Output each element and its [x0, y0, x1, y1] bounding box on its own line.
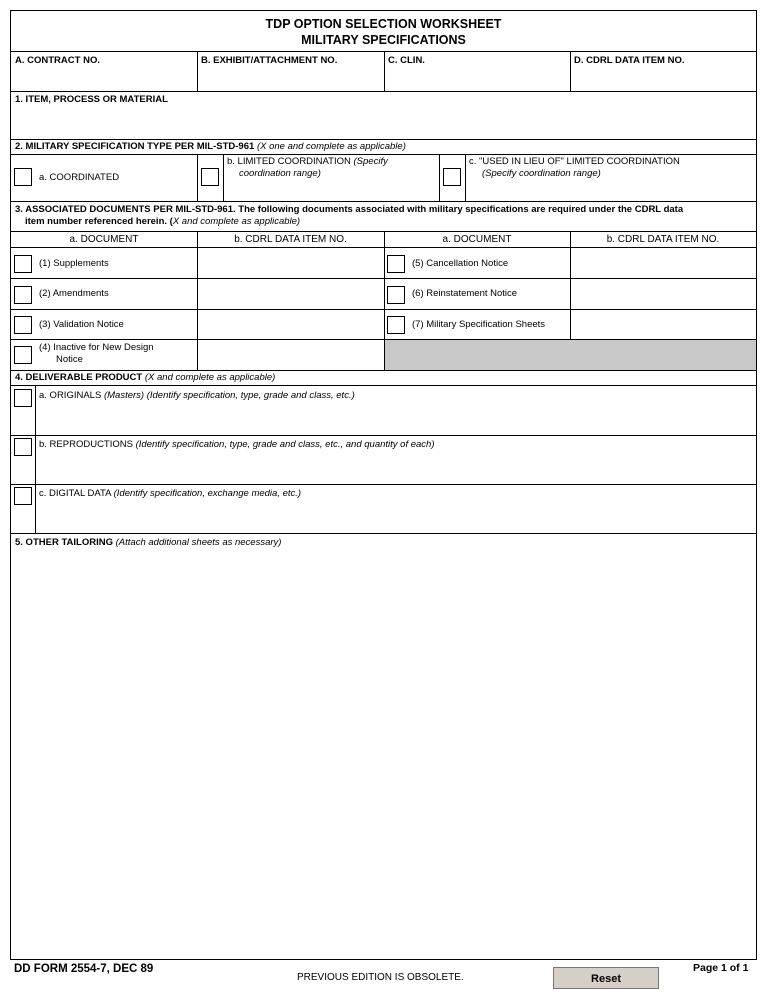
- section3-label-line1: 3. ASSOCIATED DOCUMENTS PER MIL-STD-961. The following documents associated with military specifications are required under the CDRL data: [15, 204, 684, 215]
- validation-notice-cdrl-field[interactable]: [199, 311, 382, 338]
- digital-data-note: (Identify specification, exchange media, etc.): [113, 488, 302, 499]
- contract-no-field[interactable]: [13, 67, 195, 89]
- cdrl-field[interactable]: [572, 67, 754, 89]
- reproductions-note: (Identify specification, type, grade and class, etc., and quantity of each): [135, 439, 435, 450]
- limited-coordination-checkbox[interactable]: [201, 168, 219, 186]
- cancellation-notice-cdrl-field[interactable]: [572, 249, 754, 277]
- section3-note: X and complete as applicable): [172, 216, 301, 227]
- originals-checkbox[interactable]: [14, 389, 32, 407]
- col-cdrl-right: b. CDRL DATA ITEM NO.: [606, 234, 720, 245]
- originals-field[interactable]: [37, 403, 754, 433]
- clin-field[interactable]: [386, 67, 568, 89]
- coordinated-label: a. COORDINATED: [39, 172, 120, 183]
- cancellation-notice-label: (5) Cancellation Notice: [412, 258, 509, 269]
- limited-coordination-note2: coordination range): [239, 168, 321, 179]
- section1-label: 1. ITEM, PROCESS OR MATERIAL: [15, 94, 168, 105]
- section5-label: 5. OTHER TAILORING: [15, 537, 113, 548]
- reset-button[interactable]: Reset: [553, 967, 659, 989]
- page-indicator: Page 1 of 1: [693, 962, 749, 974]
- obsolete-notice: PREVIOUS EDITION IS OBSOLETE.: [297, 972, 464, 983]
- exhibit-label: B. EXHIBIT/ATTACHMENT NO.: [201, 55, 338, 66]
- inactive-design-label2: Notice: [56, 354, 83, 365]
- originals-note: (Masters) (Identify specification, type, grade and class, etc.): [103, 390, 355, 401]
- originals-label: a. ORIGINALS: [39, 390, 102, 401]
- reinstatement-notice-cdrl-field[interactable]: [572, 280, 754, 308]
- validation-notice-checkbox[interactable]: [14, 316, 32, 334]
- amendments-cdrl-field[interactable]: [199, 280, 382, 308]
- inactive-design-cdrl-field[interactable]: [199, 341, 382, 369]
- digital-data-checkbox[interactable]: [14, 487, 32, 505]
- supplements-label: (1) Supplements: [39, 258, 109, 269]
- spec-sheets-checkbox[interactable]: [387, 316, 405, 334]
- section4-note: (X and complete as applicable): [144, 372, 276, 383]
- limited-coordination-note: (Specify: [353, 156, 388, 167]
- inactive-design-checkbox[interactable]: [14, 346, 32, 364]
- coordinated-checkbox[interactable]: [14, 168, 32, 186]
- form-page: [10, 10, 757, 960]
- reinstatement-notice-label: (6) Reinstatement Notice: [412, 288, 518, 299]
- item-process-field[interactable]: [13, 107, 754, 137]
- reinstatement-notice-checkbox[interactable]: [387, 286, 405, 304]
- reproductions-label: b. REPRODUCTIONS: [39, 439, 133, 450]
- used-in-lieu-note: (Specify coordination range): [482, 168, 601, 179]
- spec-sheets-cdrl-field[interactable]: [572, 311, 754, 338]
- cdrl-label: D. CDRL DATA ITEM NO.: [574, 55, 685, 66]
- section2-note: (X one and complete as applicable): [256, 141, 406, 152]
- col-cdrl-left: b. CDRL DATA ITEM NO.: [234, 234, 347, 245]
- section4-label: 4. DELIVERABLE PRODUCT: [15, 372, 143, 383]
- section5-note: (Attach additional sheets as necessary): [115, 537, 282, 548]
- contract-no-label: A. CONTRACT NO.: [15, 55, 100, 66]
- supplements-cdrl-field[interactable]: [199, 249, 382, 277]
- other-tailoring-field[interactable]: [13, 551, 754, 956]
- shaded-empty-cell: [385, 340, 756, 370]
- exhibit-field[interactable]: [199, 67, 382, 89]
- used-in-lieu-checkbox[interactable]: [443, 168, 461, 186]
- validation-notice-label: (3) Validation Notice: [39, 319, 124, 330]
- section3-label-line2: item number referenced herein. (: [25, 216, 173, 227]
- supplements-checkbox[interactable]: [14, 255, 32, 273]
- inactive-design-label: (4) Inactive for New Design: [39, 342, 154, 353]
- amendments-checkbox[interactable]: [14, 286, 32, 304]
- form-id: DD FORM 2554-7, DEC 89: [14, 963, 154, 975]
- spec-sheets-label: (7) Military Specification Sheets: [412, 319, 546, 330]
- digital-data-field[interactable]: [37, 501, 754, 531]
- limited-coordination-label: b. LIMITED COORDINATION: [227, 156, 351, 167]
- section2-label: 2. MILITARY SPECIFICATION TYPE PER MIL-STD-961: [15, 141, 255, 152]
- digital-data-label: c. DIGITAL DATA: [39, 488, 111, 499]
- amendments-label: (2) Amendments: [39, 288, 109, 299]
- col-document-right: a. DOCUMENT: [442, 234, 512, 245]
- form-title-line2: MILITARY SPECIFICATIONS: [301, 33, 466, 47]
- reproductions-field[interactable]: [37, 452, 754, 482]
- form-title-line1: TDP OPTION SELECTION WORKSHEET: [265, 17, 502, 31]
- cancellation-notice-checkbox[interactable]: [387, 255, 405, 273]
- clin-label: C. CLIN.: [388, 55, 425, 66]
- col-document-left: a. DOCUMENT: [69, 234, 139, 245]
- reproductions-checkbox[interactable]: [14, 438, 32, 456]
- used-in-lieu-label: c. "USED IN LIEU OF" LIMITED COORDINATION: [469, 156, 680, 167]
